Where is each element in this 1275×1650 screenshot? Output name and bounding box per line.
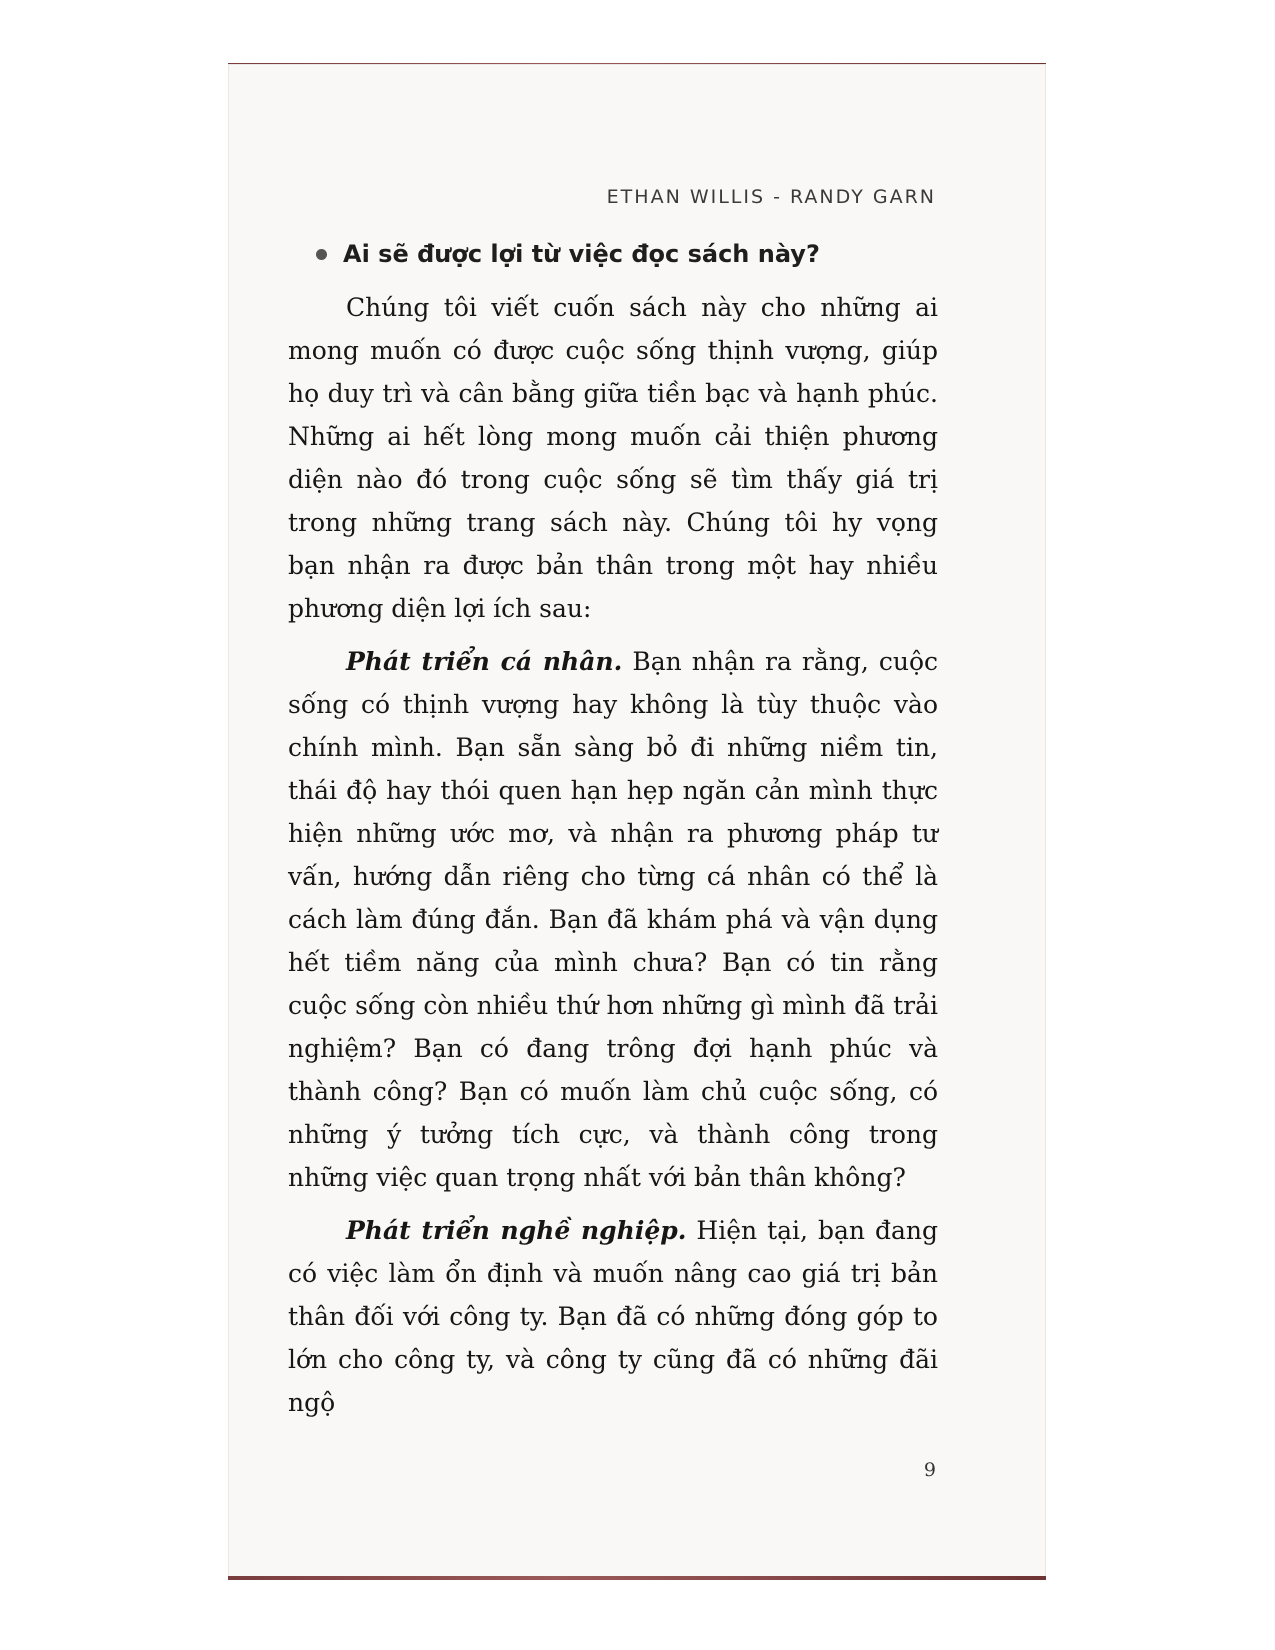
paragraph-intro-text: Chúng tôi viết cuốn sách này cho những ai mong muốn có được cuộc sống thịnh vượng, giúp họ duy trì và cân bằng giữa tiền bạc và hạnh phúc. Những ai hết lòng mong muốn cải thiện phương diện nào đó trong cuộc sống sẽ tìm thấy giá trị trong những trang sách này. Chúng tôi hy vọng bạn nhận ra được bản thân trong một hay nhiều phương diện lợi ích sau: bbox=[288, 293, 938, 623]
paragraph-intro bbox=[288, 286, 938, 630]
paragraph-lead: Phát triển nghề nghiệp. bbox=[346, 1216, 687, 1245]
paragraph-personal-growth-text: Bạn nhận ra rằng, cuộc sống có thịnh vượng hay không là tùy thuộc vào chính mình. Bạn sẵn sàng bỏ đi những niềm tin, thái độ hay thói quen hạn hẹp ngăn cản mình thực hiện những ước mơ, và nhận ra phương pháp tư vấn, hướng dẫn riêng cho từng cá nhân có thể là cách làm đúng đắn. Bạn đã khám phá và vận dụng hết tiềm năng của mình chưa? Bạn có tin rằng cuộc sống còn nhiều thứ hơn những gì mình đã trải nghiệm? Bạn có đang trông đợi hạnh phúc và thành công? Bạn có muốn làm chủ cuộc sống, có những ý tưởng tích cực, và thành công trong những việc quan trọng nhất với bản thân không? bbox=[288, 647, 938, 1192]
page-bottom-edge bbox=[228, 1576, 1046, 1580]
section-heading bbox=[316, 240, 820, 268]
section-title-text: Ai sẽ được lợi từ việc đọc sách này? bbox=[343, 240, 820, 268]
page-number: 9 bbox=[923, 1459, 936, 1481]
paragraph-personal-growth bbox=[288, 640, 938, 1199]
paragraph-lead: Phát triển cá nhân. bbox=[346, 647, 623, 676]
body-text bbox=[288, 286, 938, 1424]
running-head: ETHAN WILLIS - RANDY GARN bbox=[606, 186, 936, 208]
paragraph-career-growth bbox=[288, 1209, 938, 1424]
paragraph-career-growth-text: Hiện tại, bạn đang có việc làm ổn định và muốn nâng cao giá trị bản thân đối với công ty. Bạn đã có những đóng góp to lớn cho công ty, và công ty cũng đã có những đãi ngộ bbox=[288, 1216, 938, 1417]
bullet-icon bbox=[316, 249, 327, 260]
book-page bbox=[228, 64, 1046, 1578]
